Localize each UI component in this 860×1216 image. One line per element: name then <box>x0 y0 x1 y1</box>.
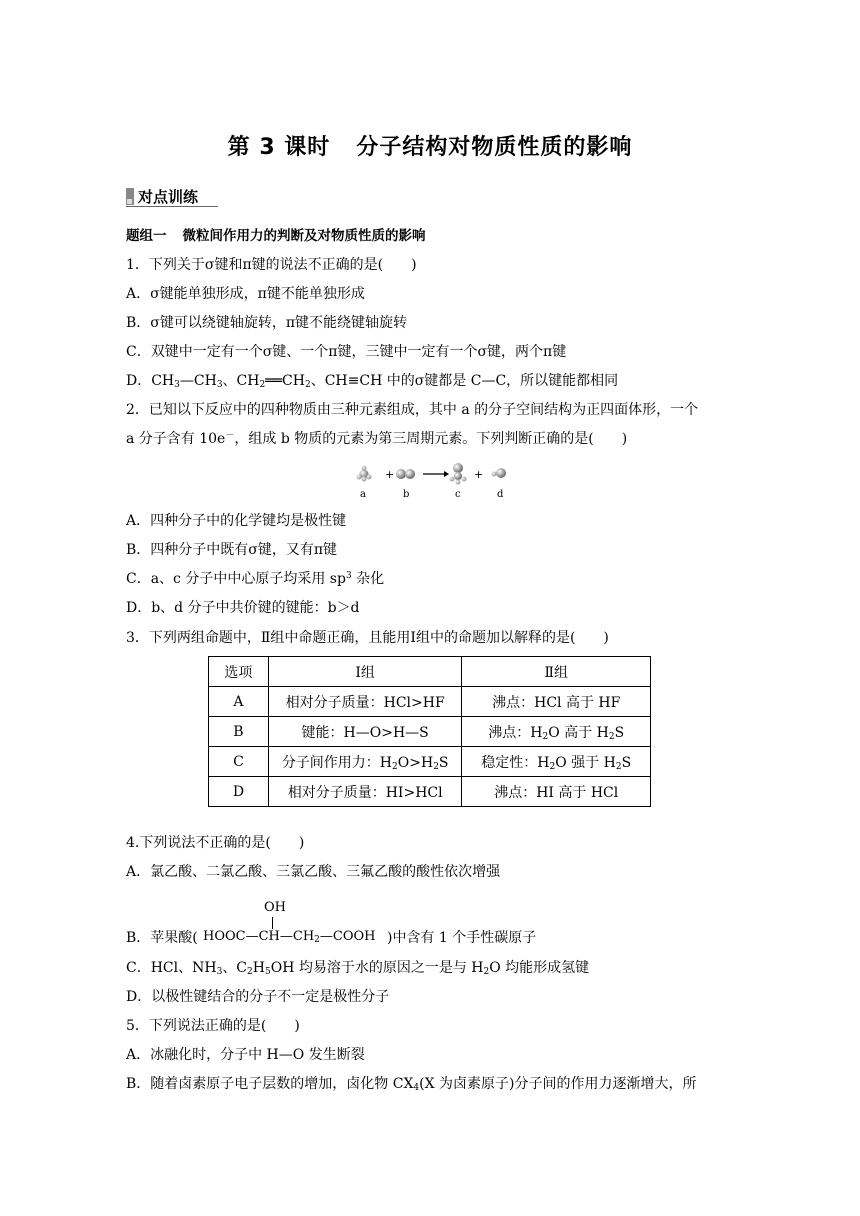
table-header-cell: Ⅱ组 <box>462 657 651 687</box>
q2-option-c: C．a、c 分子中中心原子均采用 $sp^3$ 杂化 <box>126 571 385 587</box>
table-cell-group2: 沸点：$H_2O$ 高于 $H_2S$ <box>462 717 651 747</box>
diagram-label-b: b <box>403 489 410 500</box>
q4-option-c: C．HCl、$NH_3$、$C_2H_5OH$ 均易溶于水的原因之一是与 $H_2O$ 均能形成氢键 <box>126 960 590 977</box>
lesson-number: 第 3 课时 <box>227 135 331 160</box>
malic-acid-structure <box>203 900 389 948</box>
table-cell-group1: 相对分子质量：HI>HCl <box>268 777 462 807</box>
molecule-c-icon <box>450 463 467 485</box>
q4-option-b-label: B．苹果酸( <box>126 930 198 946</box>
table-cell-group1: 相对分子质量：HCl>HF <box>268 687 462 717</box>
q2-option-b: B．四种分子中既有σ键，又有π键 <box>126 542 338 558</box>
q4-option-b-rest: )中含有 1 个手性碳原子 <box>387 930 537 946</box>
table-cell-group1: 分子间作用力：$H_2O>H_2S$ <box>268 747 462 777</box>
table-header-cell: Ⅰ组 <box>268 657 462 687</box>
q2-option-a: A．四种分子中的化学键均是极性键 <box>126 513 347 529</box>
q1-stem: 1．下列关于σ键和π键的说法不正确的是( ) <box>126 257 417 273</box>
reaction-arrow-icon <box>423 471 449 477</box>
q5-stem: 5．下列说法正确的是( ) <box>126 1018 300 1034</box>
q5-option-b: B．随着卤素原子电子层数的增加，卤化物 $CX_4(X$ 为卤素原子)分子间的作用力逐渐增大，所 <box>126 1076 697 1093</box>
table-row <box>209 717 651 747</box>
diagram-label-d: d <box>497 489 504 500</box>
diagram-label-c: c <box>455 489 461 500</box>
table-cell-group2: 沸点：HCl 高于 HF <box>462 687 651 717</box>
hydroxyl-label: OH <box>264 900 286 915</box>
q2-option-d: D．b、d 分子中共价键的键能：b＞d <box>126 600 360 616</box>
table-row <box>209 747 651 777</box>
table-cell-group1: 键能：H—O>H—S <box>268 717 462 747</box>
bond-line <box>272 917 273 929</box>
section-underline <box>126 206 218 207</box>
section-marker-icon <box>126 188 134 205</box>
molecule-d-icon <box>492 468 507 478</box>
molecule-b-icon <box>396 469 415 479</box>
q1-option-c: C．双键中一定有一个σ键、一个π键，三键中一定有一个σ键，两个π键 <box>126 344 567 360</box>
table-cell-option: B <box>209 717 269 747</box>
q4-option-a: A．氯乙酸、二氯乙酸、三氯乙酸、三氟乙酸的酸性依次增强 <box>126 864 501 880</box>
q3-stem: 3．下列两组命题中，Ⅱ组中命题正确，且能用Ⅰ组中的命题加以解释的是( ) <box>126 630 609 646</box>
group-label: 题组一 <box>126 228 167 244</box>
reaction-diagram <box>348 462 518 502</box>
diagram-label-a: a <box>360 489 366 500</box>
q2-stem-line2: a 分子含有 10e－，组成 b 物质的元素为第三周期元素。下列判断正确的是( ) <box>126 431 628 447</box>
q1-option-b: B．σ键可以绕键轴旋转，π键不能绕键轴旋转 <box>126 315 408 331</box>
table-cell-group2: 沸点：HI 高于 HCl <box>462 777 651 807</box>
q1-option-d: D．$CH_3—CH_3$、$CH_2══CH_2$、CH≡CH 中的σ键都是 C—C，所以键能都相同 <box>126 373 619 390</box>
q4-stem: 4.下列说法不正确的是( ) <box>126 835 305 851</box>
table-cell-option: C <box>209 747 269 777</box>
molecule-a-icon <box>357 466 372 482</box>
carbon-chain: $HOOC—CH—CH_2—COOH$ <box>203 929 376 945</box>
group-heading <box>126 226 426 246</box>
table-cell-group2: 稳定性：$H_2O$ 强于 $H_2S$ <box>462 747 651 777</box>
table-row <box>209 687 651 717</box>
table-header-cell: 选项 <box>209 657 269 687</box>
section-header <box>126 186 198 207</box>
q3-table <box>208 656 651 807</box>
q1-option-a: A．σ键能单独形成，π键不能单独形成 <box>126 286 365 302</box>
table-cell-option: D <box>209 777 269 807</box>
page-title <box>0 130 860 161</box>
table-row <box>209 777 651 807</box>
table-header-row <box>209 657 651 687</box>
q4-option-d: D．以极性键结合的分子不一定是极性分子 <box>126 989 390 1005</box>
svg-text:+: + <box>474 468 484 481</box>
q2-stem-line1: 2．已知以下反应中的四种物质由三种元素组成，其中 a 的分子空间结构为正四面体形，一个 <box>126 402 699 418</box>
table-cell-option: A <box>209 687 269 717</box>
section-title: 对点训练 <box>138 188 199 206</box>
group-topic: 微粒间作用力的判断及对物质性质的影响 <box>182 228 426 244</box>
lesson-topic: 分子结构对物质性质的影响 <box>356 135 633 160</box>
q5-option-a: A．冰融化时，分子中 H—O 发生断裂 <box>126 1047 365 1063</box>
svg-text:+: + <box>385 468 395 481</box>
